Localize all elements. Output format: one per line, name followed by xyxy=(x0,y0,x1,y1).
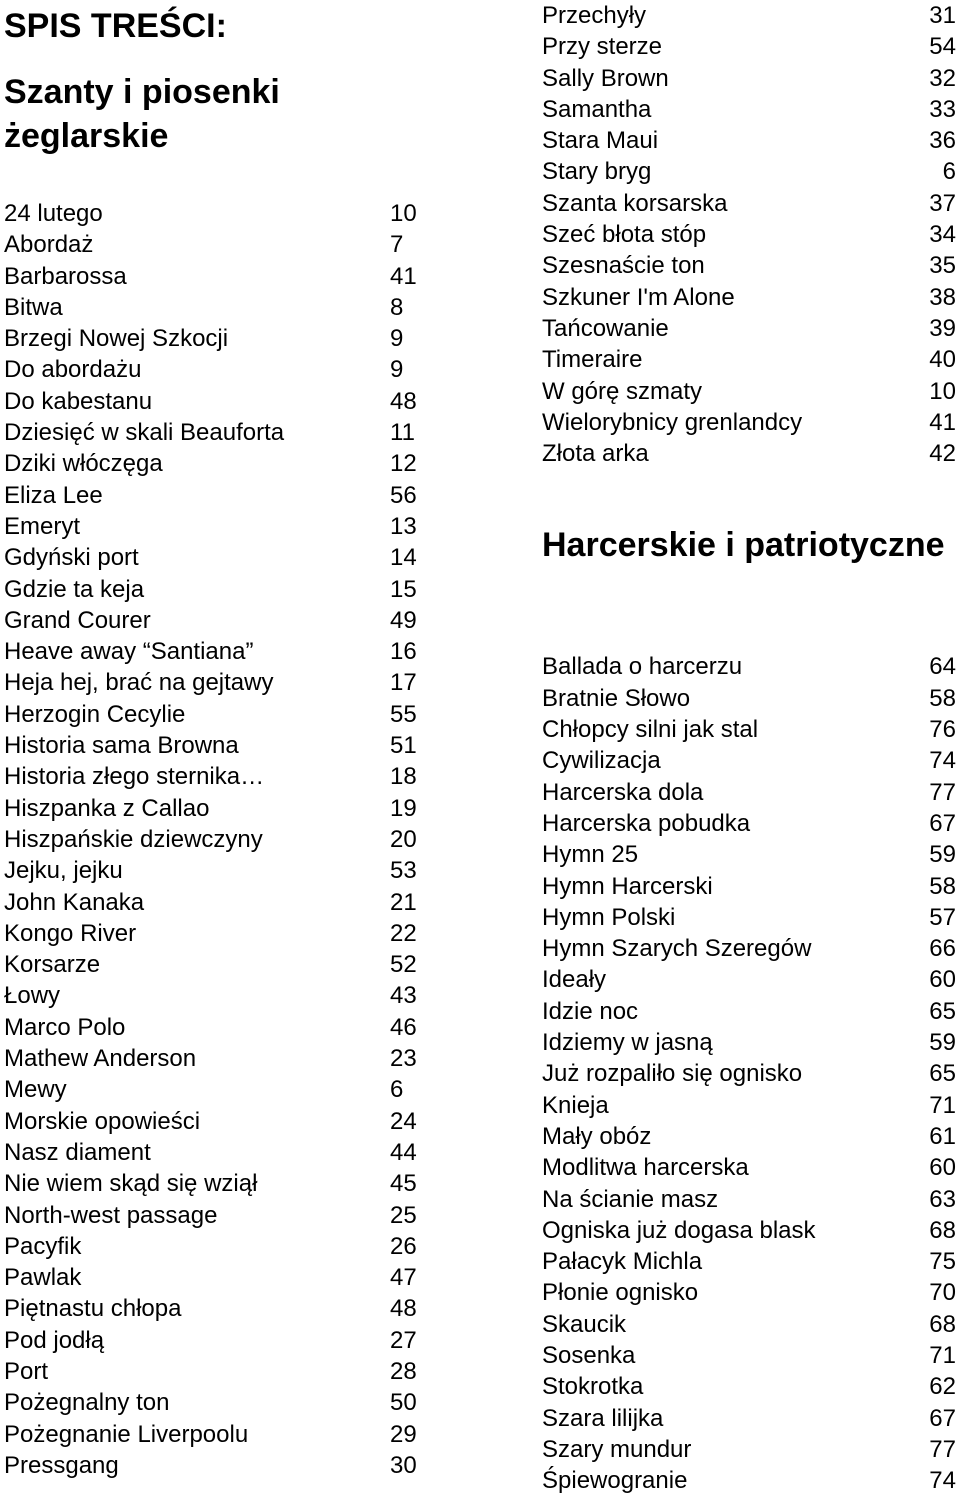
toc-entry-title: Timeraire xyxy=(542,346,643,374)
toc-entry-page: 74 xyxy=(929,1467,956,1495)
toc-entry-page: 41 xyxy=(929,408,956,436)
toc-entry-page: 10 xyxy=(390,200,417,227)
toc-entry-page: 58 xyxy=(929,684,956,712)
toc-entry-page: 6 xyxy=(390,1076,404,1104)
toc-entry-title: Pacyfik xyxy=(4,1232,82,1260)
toc-entry-page: 51 xyxy=(390,732,417,760)
toc-entry-page: 18 xyxy=(390,763,417,791)
toc-entry xyxy=(542,902,956,933)
toc-entry xyxy=(4,448,422,479)
toc-entry-page: 22 xyxy=(390,919,417,947)
toc-entry-title: Bratnie Słowo xyxy=(542,684,691,712)
toc-entry-page: 59 xyxy=(929,841,956,869)
toc-entry-page: 44 xyxy=(390,1138,417,1166)
toc-entry-title: Eliza Lee xyxy=(4,481,103,509)
toc-entry-title: Heave away “Santiana” xyxy=(4,638,254,666)
toc-entry-title: Pressgang xyxy=(4,1451,119,1479)
toc-entry xyxy=(4,1106,422,1137)
toc-entry-title: Knieja xyxy=(542,1091,609,1119)
toc-entry xyxy=(542,1152,956,1183)
toc-entry-title: Sosenka xyxy=(542,1341,636,1369)
toc-entry-title: Dziesięć w skali Beauforta xyxy=(4,419,285,447)
toc-entry-title: Harcerska pobudka xyxy=(542,809,751,837)
toc-entry xyxy=(4,1231,422,1262)
toc-entry-title: Szeć błota stóp xyxy=(542,221,707,249)
toc-entry-title: 24 lutego xyxy=(4,200,103,227)
toc-entry xyxy=(542,344,956,375)
toc-entry-page: 77 xyxy=(929,778,956,806)
toc-entry-page: 71 xyxy=(929,1341,956,1369)
toc-entry xyxy=(542,1465,956,1496)
toc-entry-page: 59 xyxy=(929,1029,956,1057)
toc-entry xyxy=(4,323,422,354)
toc-entry-title: Złota arka xyxy=(542,440,649,468)
toc-entry xyxy=(542,1215,956,1246)
toc-entry xyxy=(4,1262,422,1293)
toc-entry-title: Marco Polo xyxy=(4,1013,126,1041)
toc-entry-title: Cywilizacja xyxy=(542,747,661,775)
toc-entry-title: Hymn Polski xyxy=(542,903,676,931)
toc-list-right-continued xyxy=(542,0,956,469)
toc-entry-title: Ideały xyxy=(542,966,607,994)
toc-entry-page: 24 xyxy=(390,1107,417,1135)
toc-entry xyxy=(4,605,422,636)
toc-entry xyxy=(4,1387,422,1418)
toc-entry-title: Hiszpanka z Callao xyxy=(4,794,210,822)
toc-entry-page: 66 xyxy=(929,935,956,963)
toc-entry xyxy=(4,1356,422,1387)
toc-entry-page: 28 xyxy=(390,1357,417,1385)
toc-entry xyxy=(542,250,956,281)
toc-entry xyxy=(542,1090,956,1121)
toc-entry xyxy=(542,1340,956,1371)
toc-entry xyxy=(4,1074,422,1105)
toc-entry xyxy=(4,574,422,605)
toc-entry-page: 54 xyxy=(929,33,956,61)
toc-entry xyxy=(4,354,422,385)
toc-entry-page: 56 xyxy=(390,481,417,509)
toc-entry-title: Stara Maui xyxy=(542,127,659,155)
toc-entry xyxy=(4,511,422,542)
toc-entry-page: 65 xyxy=(929,1060,956,1088)
toc-entry-title: Mewy xyxy=(4,1076,67,1104)
toc-entry-page: 27 xyxy=(390,1326,417,1354)
toc-entry xyxy=(542,0,956,31)
toc-entry xyxy=(4,1137,422,1168)
toc-entry-title: Pod jodłą xyxy=(4,1326,105,1354)
toc-entry xyxy=(4,1168,422,1199)
toc-entry-title: Chłopcy silni jak stal xyxy=(542,716,759,744)
toc-entry-title: W górę szmaty xyxy=(542,377,703,405)
toc-entry xyxy=(542,1246,956,1277)
toc-entry-title: Historia sama Browna xyxy=(4,732,239,760)
toc-entry xyxy=(4,824,422,855)
toc-entry-page: 48 xyxy=(390,1295,417,1323)
toc-entry-title: Kongo River xyxy=(4,919,137,947)
toc-entry-title: Do abordażu xyxy=(4,356,142,384)
toc-entry xyxy=(542,282,956,313)
toc-entry-page: 17 xyxy=(390,669,417,697)
toc-entry xyxy=(4,980,422,1011)
toc-entry-page: 7 xyxy=(390,231,404,259)
toc-entry-page: 15 xyxy=(390,575,417,603)
toc-entry xyxy=(542,651,956,682)
toc-entry xyxy=(4,542,422,573)
toc-list-left xyxy=(4,198,422,1481)
toc-entry-title: Sally Brown xyxy=(542,64,669,92)
toc-entry-title: Stary bryg xyxy=(542,158,652,186)
toc-entry-title: Grand Courer xyxy=(4,606,151,634)
toc-entry-title: Gdzie ta keja xyxy=(4,575,145,603)
toc-entry-page: 6 xyxy=(942,158,956,186)
toc-entry-page: 48 xyxy=(390,387,417,415)
toc-entry xyxy=(4,887,422,918)
toc-entry-page: 39 xyxy=(929,314,956,342)
toc-entry xyxy=(4,292,422,323)
toc-entry xyxy=(542,1121,956,1152)
toc-entry-title: Gdyński port xyxy=(4,544,139,572)
toc-entry xyxy=(542,1309,956,1340)
toc-entry-page: 38 xyxy=(929,283,956,311)
toc-entry-title: Idzie noc xyxy=(542,997,639,1025)
toc-entry-title: Szkuner I'm Alone xyxy=(542,283,735,311)
toc-entry-title: Barbarossa xyxy=(4,262,127,290)
toc-entry-page: 71 xyxy=(929,1091,956,1119)
toc-entry xyxy=(4,636,422,667)
toc-entry-page: 47 xyxy=(390,1264,417,1292)
toc-entry-title: Emeryt xyxy=(4,512,81,540)
toc-entry-page: 8 xyxy=(390,293,404,321)
toc-entry-page: 36 xyxy=(929,127,956,155)
toc-entry-title: Brzegi Nowej Szkocji xyxy=(4,325,229,353)
toc-entry-page: 68 xyxy=(929,1216,956,1244)
toc-entry-page: 70 xyxy=(929,1279,956,1307)
toc-entry-title: Mathew Anderson xyxy=(4,1045,197,1073)
toc-entry-page: 25 xyxy=(390,1201,417,1229)
toc-entry-title: Samantha xyxy=(542,95,652,123)
toc-entry-page: 31 xyxy=(929,2,956,29)
toc-entry xyxy=(542,933,956,964)
toc-entry xyxy=(542,313,956,344)
toc-entry-title: Ballada o harcerzu xyxy=(542,653,743,681)
toc-entry-title: Pożegnalny ton xyxy=(4,1389,170,1417)
toc-entry-title: Hiszpańskie dziewczyny xyxy=(4,825,263,853)
toc-entry xyxy=(542,1058,956,1089)
toc-entry-title: Harcerska dola xyxy=(542,778,704,806)
section-title-szanty: Szanty i piosenki żeglarskie xyxy=(4,73,280,155)
toc-entry-page: 9 xyxy=(390,356,404,384)
toc-entry-page: 26 xyxy=(390,1232,417,1260)
toc-entry-title: Szary mundur xyxy=(542,1435,692,1463)
toc-entry-page: 74 xyxy=(929,747,956,775)
toc-entry xyxy=(542,63,956,94)
toc-entry-title: Przy sterze xyxy=(542,33,663,61)
toc-entry-title: Ogniska już dogasa blask xyxy=(542,1216,816,1244)
toc-entry-title: Mały obóz xyxy=(542,1122,652,1150)
toc-entry xyxy=(4,1200,422,1231)
toc-entry xyxy=(542,964,956,995)
toc-entry xyxy=(542,1371,956,1402)
toc-entry-page: 21 xyxy=(390,888,417,916)
toc-entry-title: Modlitwa harcerska xyxy=(542,1154,749,1182)
toc-entry-page: 52 xyxy=(390,951,417,979)
toc-entry-page: 57 xyxy=(929,903,956,931)
toc-entry xyxy=(4,918,422,949)
toc-entry-title: Śpiewogranie xyxy=(542,1467,688,1495)
toc-entry-page: 67 xyxy=(929,1404,956,1432)
toc-entry-page: 60 xyxy=(929,1154,956,1182)
toc-entry-page: 62 xyxy=(929,1373,956,1401)
toc-entry xyxy=(542,1403,956,1434)
toc-entry-title: Pałacyk Michla xyxy=(542,1248,703,1276)
toc-entry-title: Bitwa xyxy=(4,293,63,321)
toc-entry-title: Pawlak xyxy=(4,1264,82,1292)
toc-entry-title: Stokrotka xyxy=(542,1373,644,1401)
toc-entry-page: 10 xyxy=(929,377,956,405)
toc-entry xyxy=(542,407,956,438)
toc-entry-page: 75 xyxy=(929,1248,956,1276)
toc-entry-page: 32 xyxy=(929,64,956,92)
toc-heading: SPIS TREŚCI: xyxy=(4,7,227,45)
toc-entry xyxy=(542,1027,956,1058)
section-title-harcerskie: Harcerskie i patriotyczne xyxy=(542,526,945,565)
toc-entry-page: 14 xyxy=(390,544,417,572)
toc-entry-title: Szara lilijka xyxy=(542,1404,664,1432)
toc-entry-title: Historia złego sternika… xyxy=(4,763,265,791)
toc-entry-title: Jejku, jejku xyxy=(4,857,123,885)
toc-entry xyxy=(542,808,956,839)
toc-entry-page: 19 xyxy=(390,794,417,822)
toc-entry xyxy=(542,683,956,714)
toc-entry-page: 13 xyxy=(390,512,417,540)
toc-entry-page: 61 xyxy=(929,1122,956,1150)
toc-entry-page: 34 xyxy=(929,221,956,249)
toc-entry xyxy=(542,31,956,62)
toc-entry xyxy=(542,438,956,469)
toc-entry-page: 58 xyxy=(929,872,956,900)
toc-entry-page: 68 xyxy=(929,1310,956,1338)
toc-list-right xyxy=(542,651,956,1496)
toc-entry-title: Herzogin Cecylie xyxy=(4,700,186,728)
toc-entry xyxy=(4,699,422,730)
toc-entry-page: 65 xyxy=(929,997,956,1025)
toc-entry-title: Morskie opowieści xyxy=(4,1107,201,1135)
toc-entry xyxy=(4,1293,422,1324)
toc-entry xyxy=(4,1012,422,1043)
toc-entry-page: 16 xyxy=(390,638,417,666)
toc-entry xyxy=(542,714,956,745)
toc-entry xyxy=(4,417,422,448)
toc-entry-title: Korsarze xyxy=(4,951,101,979)
toc-entry-page: 42 xyxy=(929,440,956,468)
toc-entry-title: Już rozpaliło się ognisko xyxy=(542,1060,803,1088)
toc-entry-title: Przechyły xyxy=(542,2,647,29)
toc-entry xyxy=(4,229,422,260)
toc-entry-title: Dziki włóczęga xyxy=(4,450,163,478)
toc-entry-page: 12 xyxy=(390,450,417,478)
toc-entry-page: 53 xyxy=(390,857,417,885)
toc-entry xyxy=(542,188,956,219)
toc-entry-page: 37 xyxy=(929,189,956,217)
toc-entry xyxy=(4,261,422,292)
toc-entry-title: Port xyxy=(4,1357,49,1385)
toc-entry xyxy=(542,839,956,870)
toc-entry-title: Hymn Harcerski xyxy=(542,872,713,900)
toc-entry-page: 55 xyxy=(390,700,417,728)
toc-entry-title: Abordaż xyxy=(4,231,94,259)
toc-entry xyxy=(4,667,422,698)
toc-entry xyxy=(4,480,422,511)
toc-entry-page: 9 xyxy=(390,325,404,353)
toc-entry-page: 41 xyxy=(390,262,417,290)
toc-entry xyxy=(4,386,422,417)
toc-entry-page: 49 xyxy=(390,606,417,634)
toc-entry-page: 63 xyxy=(929,1185,956,1213)
toc-entry xyxy=(542,376,956,407)
toc-entry-page: 35 xyxy=(929,252,956,280)
toc-entry-page: 50 xyxy=(390,1389,417,1417)
toc-entry xyxy=(542,871,956,902)
toc-entry xyxy=(542,219,956,250)
toc-entry-page: 64 xyxy=(929,653,956,681)
toc-entry xyxy=(542,1184,956,1215)
toc-entry-page: 76 xyxy=(929,716,956,744)
toc-entry xyxy=(542,94,956,125)
toc-entry xyxy=(4,1419,422,1450)
toc-entry xyxy=(4,1325,422,1356)
toc-entry-title: Płonie ognisko xyxy=(542,1279,699,1307)
toc-entry xyxy=(542,996,956,1027)
toc-entry-page: 23 xyxy=(390,1045,417,1073)
toc-entry xyxy=(542,1277,956,1308)
toc-entry-title: Hymn Szarych Szeregów xyxy=(542,935,812,963)
toc-entry-title: John Kanaka xyxy=(4,888,145,916)
toc-entry xyxy=(542,745,956,776)
toc-entry xyxy=(542,125,956,156)
toc-entry-page: 20 xyxy=(390,825,417,853)
toc-entry-title: Do kabestanu xyxy=(4,387,153,415)
toc-entry xyxy=(4,1043,422,1074)
toc-entry xyxy=(4,949,422,980)
toc-entry-title: Heja hej, brać na gejtawy xyxy=(4,669,274,697)
toc-entry-title: Wielorybnicy grenlandcy xyxy=(542,408,803,436)
toc-entry xyxy=(542,1434,956,1465)
toc-entry-title: Pożegnanie Liverpoolu xyxy=(4,1420,249,1448)
toc-entry-title: Hymn 25 xyxy=(542,841,639,869)
toc-entry-title: Piętnastu chłopa xyxy=(4,1295,182,1323)
toc-entry-page: 45 xyxy=(390,1170,417,1198)
toc-entry-page: 60 xyxy=(929,966,956,994)
right-column xyxy=(542,0,956,1496)
toc-entry xyxy=(4,761,422,792)
toc-entry-page: 67 xyxy=(929,809,956,837)
toc-entry-title: Tańcowanie xyxy=(542,314,669,342)
toc-entry-page: 77 xyxy=(929,1435,956,1463)
toc-entry-page: 40 xyxy=(929,346,956,374)
toc-entry-title: Łowy xyxy=(4,982,61,1010)
toc-entry-title: Na ścianie masz xyxy=(542,1185,719,1213)
toc-entry-page: 43 xyxy=(390,982,417,1010)
toc-entry xyxy=(542,777,956,808)
toc-entry xyxy=(4,793,422,824)
toc-entry-title: Nie wiem skąd się wziął xyxy=(4,1170,258,1198)
toc-entry xyxy=(4,855,422,886)
toc-entry-page: 30 xyxy=(390,1451,417,1479)
toc-entry-title: Szanta korsarska xyxy=(542,189,728,217)
toc-entry-page: 33 xyxy=(929,95,956,123)
toc-entry-title: Skaucik xyxy=(542,1310,627,1338)
toc-entry-page: 11 xyxy=(390,419,415,447)
left-column xyxy=(4,0,422,1481)
toc-entry xyxy=(4,1450,422,1481)
toc-entry-title: North-west passage xyxy=(4,1201,218,1229)
toc-entry-title: Nasz diament xyxy=(4,1138,151,1166)
toc-entry-page: 29 xyxy=(390,1420,417,1448)
toc-entry xyxy=(4,730,422,761)
toc-entry-page: 46 xyxy=(390,1013,417,1041)
toc-entry xyxy=(542,156,956,187)
toc-entry xyxy=(4,198,422,229)
toc-entry-title: Idziemy w jasną xyxy=(542,1029,713,1057)
toc-entry-title: Szesnaście ton xyxy=(542,252,705,280)
